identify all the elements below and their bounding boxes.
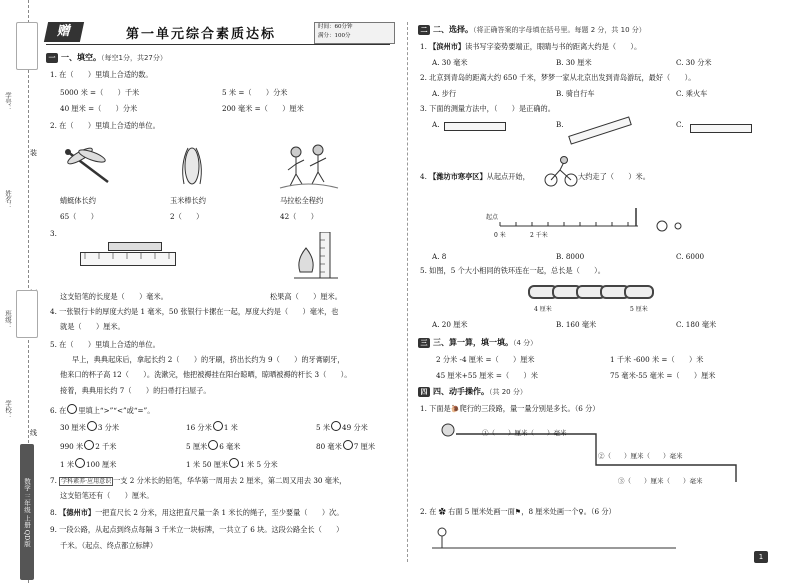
class-label: 班级： bbox=[4, 310, 12, 330]
q6-suffix: 里填上“>”“<”或“=”。 bbox=[78, 406, 155, 415]
q2-1-opt-a[interactable]: A. 30 毫米 bbox=[432, 58, 468, 67]
q2-5-opt-b[interactable]: B. 160 毫米 bbox=[556, 320, 597, 329]
q2-2: 2. 北京到青岛的距离大约 650 千米，梦梦一家从北京出发到青岛游玩，最好（ ）。 bbox=[420, 73, 696, 82]
full-score: 满分：100分 bbox=[318, 33, 351, 39]
section-1-title: 一、填空。 bbox=[61, 53, 101, 62]
q2-3-opt-b[interactable]: B. bbox=[556, 120, 564, 129]
ruler-option-a bbox=[444, 122, 506, 131]
q6-row-3b: 1 米 50 厘米 1 米 5 分米 bbox=[186, 460, 278, 469]
time-limit: 时间：60分钟 bbox=[318, 24, 353, 30]
q2-5-opt-a[interactable]: A. 20 厘米 bbox=[432, 320, 468, 329]
pinecone-ruler-image bbox=[294, 232, 338, 282]
calc-b: 1 千米 -600 米 =（ ）米 bbox=[610, 355, 704, 364]
header-rule bbox=[46, 44, 390, 45]
cyclist-image bbox=[544, 156, 578, 188]
q6-row-2b: 5 厘米 6 毫米 bbox=[186, 442, 241, 451]
q2-1-opt-b[interactable]: B. 30 厘米 bbox=[556, 58, 592, 67]
q2-5-opt-c[interactable]: C. 180 毫米 bbox=[676, 320, 717, 329]
distance-number-line bbox=[486, 200, 682, 240]
axis-two-km: 2 千米 bbox=[530, 232, 548, 239]
dragonfly-image bbox=[62, 146, 114, 186]
cut-mark-1: 装 bbox=[30, 149, 37, 157]
q2-2-opt-c[interactable]: C. 乘火车 bbox=[676, 89, 708, 98]
q2-4-opt-b[interactable]: B. 8000 bbox=[556, 252, 585, 261]
page-header bbox=[46, 22, 390, 44]
calc-c: 45 厘米+55 厘米 =（ ）米 bbox=[436, 371, 538, 380]
flag-icon: ⚑ bbox=[514, 507, 522, 516]
compare-circle[interactable] bbox=[75, 458, 85, 468]
region-tag: 【德州市】 bbox=[59, 508, 96, 517]
q1-5b: 他来口的杯子高 12（ ）。洗漱完，他把被褥挂在阳台晾晒，晾晒被褥的杆长 3（ ）。 bbox=[60, 370, 352, 379]
compare-circle[interactable] bbox=[213, 421, 223, 431]
school-label: 学校： bbox=[4, 400, 12, 420]
q1-9a: 9. 一段公路，从起点到终点每隔 3 千米立一块标牌，一共立了 6 块。这段公路全长（ ） bbox=[50, 525, 344, 534]
snail-icon: 🐌 bbox=[450, 404, 460, 413]
book-tag: 数学 三年级 上册 QD版 bbox=[20, 444, 34, 580]
corn-value: 2（ ） bbox=[170, 212, 204, 221]
flower-icon: ✿ bbox=[438, 507, 446, 516]
calc-a: 2 分米 -4 厘米 =（ ）厘米 bbox=[436, 355, 535, 364]
marathon-caption: 马拉松全程约 bbox=[280, 196, 324, 205]
score-box bbox=[314, 22, 395, 44]
q1-9b: 千米。（起点、终点都立标牌） bbox=[60, 541, 158, 550]
q1-2: 2. 在（ ）里填上合适的单位。 bbox=[50, 121, 160, 130]
compare-circle[interactable] bbox=[208, 440, 218, 450]
q2-1-opt-c[interactable]: C. 30 分米 bbox=[676, 58, 712, 67]
compare-circle[interactable] bbox=[229, 458, 239, 468]
q1-8: 8. 【德州市】一把直尺长 2 分米，用这把直尺量一条 1 米长的绳子，至少要量（ ）次。 bbox=[50, 508, 344, 517]
q6-row-1a: 30 厘米 3 分米 bbox=[60, 423, 120, 432]
q1-5a: 早上，典典起床后，拿起长约 2（ ）的牙刷，挤出长约为 9（ ）的牙膏刷牙， bbox=[72, 355, 345, 364]
q1-7a: 7. 学科素养·应用意识 一支 2 分米长的铅笔，华华第一周用去 2 厘米，第二周又用去 30 毫米， bbox=[50, 476, 347, 485]
corn-caption: 玉米棒长约 bbox=[170, 196, 206, 205]
q2-1: 1. 【滨州市】读书写字姿势要端正，眼睛与书的距离大约是（ ）。 bbox=[420, 42, 642, 51]
compare-circle[interactable] bbox=[87, 421, 97, 431]
pencil-length: 这支铅笔的长度是（ ）毫米。 bbox=[60, 292, 168, 301]
q2-3-opt-c[interactable]: C. bbox=[676, 120, 684, 129]
marathon-value: 42（ ） bbox=[280, 212, 318, 221]
q2-4-opt-a[interactable]: A. 8 bbox=[432, 252, 447, 261]
literacy-tag: 学科素养·应用意识 bbox=[61, 478, 112, 485]
q4-1: 1. 下面是🐌爬行的三段路，量一量分别是多长。（6 分） bbox=[420, 404, 600, 413]
q2-5: 5. 如图，5 个大小相同的铁环连在一起，总长是（ ）。 bbox=[420, 266, 605, 275]
q4-2: 2. 在 ✿ 右面 5 厘米处画一面⚑，8 厘米处画一个♀。（6 分） bbox=[420, 507, 616, 516]
q2-4-end: 大约走了（ ）米。 bbox=[578, 172, 650, 181]
q6-row-2a: 990 米 2 千米 bbox=[60, 442, 117, 451]
pencil-image bbox=[108, 242, 162, 251]
column-divider bbox=[407, 22, 408, 562]
q1-1c: 40 厘米 =（ ）分米 bbox=[60, 104, 138, 113]
section-4-heading: 四 四、动手操作。（共 20 分） bbox=[418, 386, 527, 397]
chain-label-5cm: 5 厘米 bbox=[630, 306, 648, 313]
q1-4b: 就是（ ）厘米。 bbox=[60, 322, 125, 331]
q6-row-1c: 5 米 49 分米 bbox=[316, 423, 368, 432]
q6-prefix: 6. 在 bbox=[50, 406, 67, 415]
section-3-heading: 三 三、算一算，填一填。（4 分） bbox=[418, 337, 537, 348]
ruler-option-c bbox=[690, 124, 752, 133]
q1-6 bbox=[50, 404, 154, 416]
q6-row-2c: 80 毫米 7 厘米 bbox=[316, 442, 376, 451]
q1-3: 3. bbox=[50, 229, 57, 238]
marathon-image bbox=[278, 142, 340, 192]
page-title: 第一单元综合素质达标 bbox=[126, 27, 277, 42]
binding-hole bbox=[16, 290, 38, 338]
dragonfly-value: 65（ ） bbox=[60, 212, 98, 221]
compare-circle bbox=[67, 404, 77, 414]
q2-3: 3. 下面的测量方法中，（ ）是正确的。 bbox=[420, 104, 555, 113]
q1-1b: 5 米 =（ ）分米 bbox=[222, 88, 288, 97]
compare-circle[interactable] bbox=[343, 440, 353, 450]
ruler-image bbox=[80, 252, 176, 266]
q1-5: 5. 在（ ）里填上合适的单位。 bbox=[50, 340, 160, 349]
pinecone-height: 松果高（ ）厘米。 bbox=[270, 292, 342, 301]
name-label: 姓名： bbox=[4, 190, 12, 210]
q2-4-opt-c[interactable]: C. 6000 bbox=[676, 252, 705, 261]
axis-zero: 0 米 bbox=[494, 232, 506, 239]
corn-image bbox=[178, 144, 206, 188]
cut-mark-3: 线 bbox=[30, 429, 37, 437]
chain-link bbox=[624, 285, 654, 299]
q2-2-opt-a[interactable]: A. 步行 bbox=[432, 89, 457, 98]
q1-4a: 4. 一张银行卡的厚度大约是 1 毫米，50 张银行卡摞在一起，厚度大约是（ ）毫米，也 bbox=[50, 307, 339, 316]
student-id-label: 学号： bbox=[4, 92, 12, 112]
segment-2: ②（ ）厘米（ ）毫米 bbox=[598, 452, 683, 460]
q1-1: 1. 在（ ）里填上合适的数。 bbox=[50, 70, 153, 79]
calc-d: 75 毫米-55 毫米 =（ ）厘米 bbox=[610, 371, 716, 380]
gift-badge: 赠 bbox=[44, 22, 84, 42]
balloon-icon: ♀ bbox=[578, 507, 584, 516]
q1-7b: 这支铅笔还有（ ）厘米。 bbox=[60, 491, 154, 500]
section-1-note: （每空1分，共27分） bbox=[101, 54, 167, 62]
page-number: 1 bbox=[754, 551, 768, 563]
q2-4: 4. 【潍坊市寒亭区】从起点开始， bbox=[420, 172, 530, 181]
drawing-baseline bbox=[428, 524, 678, 554]
q2-3-opt-a[interactable]: A. bbox=[432, 120, 440, 129]
q2-2-opt-b[interactable]: B. 骑自行车 bbox=[556, 89, 595, 98]
q6-row-3a: 1 米 100 厘米 bbox=[60, 460, 117, 469]
q1-1a: 5000 米 =（ ）千米 bbox=[60, 88, 140, 97]
compare-circle[interactable] bbox=[84, 440, 94, 450]
q6-row-1b: 16 分米 1 米 bbox=[186, 423, 238, 432]
q1-5c: 接着，典典用长约 7（ ）的扫帚打扫屋子。 bbox=[60, 386, 211, 395]
dragonfly-caption: 蜻蜓体长约 bbox=[60, 196, 96, 205]
chain-label-4cm: 4 厘米 bbox=[534, 306, 552, 313]
segment-1: ①（ ）厘米（ ）毫米 bbox=[482, 429, 567, 437]
ruler-option-b bbox=[568, 116, 632, 144]
q1-1d: 200 毫米 =（ ）厘米 bbox=[222, 104, 304, 113]
section-1-heading: 一 一、填空。（每空1分，共27分） bbox=[46, 52, 167, 63]
axis-start: 起点 bbox=[486, 214, 499, 221]
binding-hole bbox=[16, 22, 38, 70]
compare-circle[interactable] bbox=[331, 421, 341, 431]
section-2-heading: 二 二、选择。（将正确答案的字母填在括号里。每题 2 分，共 10 分） bbox=[418, 24, 646, 35]
segment-3: ③（ ）厘米（ ）毫米 bbox=[618, 477, 703, 485]
